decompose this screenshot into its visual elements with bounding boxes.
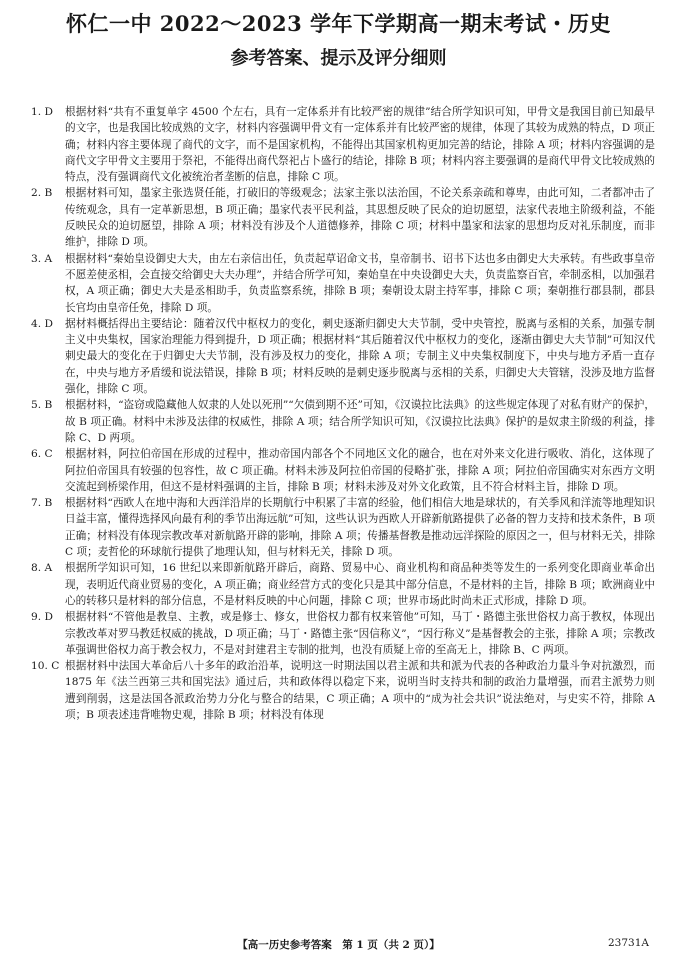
answer-explanation: 根据材料可知，墨家主张选贤任能，打破旧的等级观念；法家主张以法治国，不论关系亲疏和尊卑，由此可知，二者都冲击了传统观念，具有一定革新思想，B 项正确；墨家代表平民利益，其思想反映了民众的迫切愿望，法家代表地主阶级利益，不能反映民众的迫切愿望，排除 A 项；材料没有涉及个人道德修养，排除 C 项；材料中墨家和法家的思想均反对礼乐制度，而非维护，排除 D 项。: [65, 187, 655, 249]
answer-explanation: 根据材料“共有不重复单字 4500 个左右，具有一定体系并有比较严密的规律”结合所学知识可知，甲骨文是我国目前已知最早的文字，也是我国比较成熟的文字，材料内容强调甲骨文有一定体系并有比较严密的规律，体现了其较为成熟的特点，D 项正确；材料内容主要体现了商代的文字，而不是国家机构，不能得出其国家机构更加完善的结论，排除 A 项；材料内容强调的是商代文字甲骨文主要用于祭祀，不能得出商代祭祀占卜盛行的结论，排除 B 项；材料内容主要强调的是商代甲骨文比较成熟的特点，没有强调商代文化被统治者垄断的信息，排除 C 项。: [65, 106, 655, 184]
answer-number: 8. A: [31, 562, 53, 575]
answer-explanation: 根据材料，“盗窃或隐藏他人奴隶的人处以死刑”“欠债到期不还”可知，《汉谟拉比法典》的这些规定体现了对私有财产的保护，故 B 项正确。材料中未涉及法律的权威性，排除 A 项；结合所学知识可知，《汉谟拉比法典》保护的是奴隶主阶级的利益，排除 C、D 两项。: [65, 399, 655, 444]
answer-explanation: 据材料概括得出主要结论：随着汉代中枢权力的变化，刺史逐渐归御史大夫节制，受中央管控，脱离与丞相的关系，加强专制主义中央集权，国家治理能力得到提升，D 项正确；根据材料“其后随着汉代中枢权力的变化，逐渐由御史大夫节制”可知汉代刺史最大的变化在于归御史大夫节制，没有涉及权力的变化，排除 A 项；专制主义中央集权制度下，中央与地方矛盾一直存在，中央与地方矛盾缓和说法错误，排除 B 项；材料反映的是刺史逐步脱离与丞相的关系，归御史大夫管辖，没涉及地方监督强化，排除 C 项。: [65, 317, 655, 396]
answer-item-7: [31, 495, 655, 560]
answer-number: 9. D: [31, 611, 53, 624]
answer-item-1: [31, 104, 655, 185]
answer-item-3: [31, 251, 655, 316]
answer-explanation: 根据材料中法国大革命后八十多年的政治沿革，说明这一时期法国以君主派和共和派为代表的各种政治力量斗争对抗激烈，而 1875 年《法兰西第三共和国宪法》通过后，共和政体得以稳定下来，说明当时支持共和制的政治力量增强，而君主派势力则遭到削弱，这是法国各派政治势力分化与整合的结果，C 项正确；A 项中的“成为社会共识”说法绝对，与史实不符，排除 A 项；B 项表述违背唯物史观，排除 B 项；材料没有体现: [65, 660, 655, 721]
answer-explanation: 根据所学知识可知，16 世纪以来即新航路开辟后，商路、贸易中心、商业机构和商品种类等发生的一系列变化即商业革命出现，表明近代商业贸易的变化，A 项正确；商业经营方式的变化只是其中部分信息，不是材料的主旨，排除 B 项；欧洲商业中心的转移只是材料的部分信息，不是材料反映的中心问题，排除 C 项；世界市场此时尚未正式形成，排除 D 项。: [65, 562, 655, 607]
page-footer: [0, 937, 677, 953]
answer-number: 2. B: [31, 187, 53, 200]
answer-number: 3. A: [31, 252, 53, 265]
answer-number: 4. D: [31, 317, 53, 330]
answer-list: [31, 104, 655, 723]
answer-item-9: [31, 609, 655, 658]
answer-explanation: 根据材料“不管他是教皇、主教，或是修士、修女，世俗权力都有权来管他”可知，马丁・路德主张世俗权力高于教权，体现出宗教改革对罗马教廷权威的挑战，D 项正确；马丁・路德主张“因信称义”，“因行称义”是基督教会的主张，排除 A 项；宗教改革强调世俗权力高于教会权力，不是对封建君主专制的批判，也没有质疑上帝的至高无上，排除 B、C 两项。: [65, 611, 655, 656]
answer-item-6: [31, 446, 655, 495]
answer-item-2: [31, 185, 655, 250]
answer-explanation: 根据材料“西欧人在地中海和大西洋沿岸的长期航行中积累了丰富的经验，他们相信大地是球状的，有关季风和洋流等地理知识日益丰富，懂得选择风向最有利的季节出海远航”可知，这些认识为西欧人开辟新航路提供了必备的智力支持和技术条件，B 项正确；材料没有体现宗教改革对新航路开辟的影响，排除 A 项；传播基督教是推动远洋探险的原因之一，但与材料无关，排除 C 项；麦哲伦的环球航行提供了地理认知，但与材料无关，排除 D 项。: [65, 497, 655, 559]
footer-exam-code: 23731A: [608, 937, 649, 949]
answer-item-4: [31, 316, 655, 397]
answer-number: 7. B: [31, 497, 53, 510]
answer-item-8: [31, 560, 655, 609]
answer-number: 10. C: [31, 660, 60, 673]
answer-number: 6. C: [31, 448, 53, 461]
answer-explanation: 根据材料“秦始皇设御史大夫，由左右亲信出任，负责起草诏命文书，皇帝制书、诏书下达也多由御史大夫承转。有些政事皇帝不愿差使丞相，会直接交给御史大夫办理”，并结合所学可知，秦始皇在中央设御史大夫，负责监察百官，牵制丞相，以加强君权，A 项正确；御史大夫是丞相助手，负责监察系统，排除 B 项；秦朝设太尉主持军事，排除 C 项；秦朝推行郡县制，郡县长官均由皇帝任免，排除 D 项。: [65, 252, 655, 314]
answer-number: 1. D: [31, 106, 53, 118]
answer-item-10: [31, 658, 655, 723]
page-title: 怀仁一中 2022～2023 学年下学期高一期末考试・历史: [65, 11, 611, 36]
answer-item-5: [31, 397, 655, 446]
page-subtitle: 参考答案、提示及评分细则: [230, 48, 447, 69]
footer-page-info: 【高一历史参考答案 第 1 页（共 2 页）】: [237, 939, 440, 951]
answer-explanation: 根据材料，阿拉伯帝国在形成的过程中，推动帝国内部各个不同地区文化的融合，也在对外来文化进行吸收、消化，这体现了阿拉伯帝国具有较强的包容性，故 C 项正确。材料未涉及阿拉伯帝国的侵略扩张，排除 A 项；阿拉伯帝国确实对东西方文明交流起到桥梁作用，但这不是材料强调的主旨，排除 B 项；材料未涉及对外文化政策，且不符合材料主旨，排除 D 项。: [65, 448, 655, 493]
answer-number: 5. B: [31, 399, 53, 412]
